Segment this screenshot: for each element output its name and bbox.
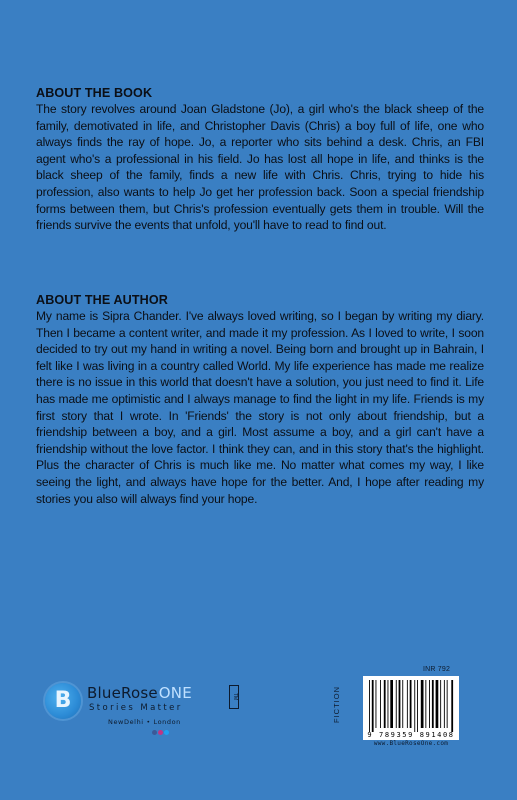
- publisher-cities: NewDelhi • London: [108, 718, 181, 726]
- about-author-heading: ABOUT THE AUTHOR: [36, 293, 168, 307]
- about-book-heading: ABOUT THE BOOK: [36, 86, 153, 100]
- about-book-text: The story revolves around Joan Gladstone (Jo), a girl who's the black sheep of the family, demotivated in life, and Christopher Davis (Chris) a boy full of life, one who always finds the ray of hope. Jo, a reporter who sits behind a desk. Chris, an FBI agent who's a professional in his field. Jo has lost all hope in life, and thinks is the black sheep of the family, finds a new life with Chris. Chris, trying to hide his profession, also wants to help Jo get her profession back. Soon a special friendship forms between them, but Chris's profession eventually gets them in trouble. Will the friends survive the events that unfold, you'll have to read to find out.: [36, 102, 484, 233]
- isbn-digits: 9 789359 891408: [367, 731, 455, 739]
- trademark-mark: TM: [229, 685, 239, 709]
- logo-letter: B: [54, 688, 72, 713]
- facebook-icon: [152, 730, 157, 735]
- about-book-section: [36, 85, 484, 234]
- publisher-name-accent: ONE: [158, 684, 192, 702]
- price-label: INR 792: [423, 666, 451, 673]
- about-author-section: [36, 292, 484, 507]
- barcode-bars: [363, 676, 459, 732]
- publisher-website: www.BlueRoseOne.com: [373, 740, 449, 747]
- social-icons: [152, 730, 170, 737]
- twitter-icon: [164, 730, 169, 735]
- publisher-name: [87, 684, 192, 702]
- publisher-tagline: Stories Matter: [89, 703, 183, 713]
- publisher-logo: [45, 683, 245, 743]
- about-author-text: My name is Sipra Chander. I've always loved writing, so I began by writing my diary. Then I became a content writer, and made it my profession. As I loved to write, I soon decided to try out my hand in writing a novel. Being born and brought up in Bahrain, I felt like I was living in a country called World. My life experience has made me realize there is no issue in this world that doesn't have a solution, you just need to find it. Life has made me optimistic and I always manage to find the light in my life. Friends is my first story that I wrote. In 'Friends' the story is not only about friendship, but a friendship between a boy, and a girl. Most assume a boy, and a girl can't have a friendship without the love factor. I think they can, and in this story that's the highlight. Plus the character of Chris is much like me. No matter what comes my way, I like seeing the light, and always have hope for the better. And, I hope after reading my stories you also will always find your hope.: [36, 309, 484, 506]
- genre-label: FICTION: [332, 686, 341, 724]
- instagram-icon: [158, 730, 163, 735]
- publisher-name-main: BlueRose: [87, 684, 158, 702]
